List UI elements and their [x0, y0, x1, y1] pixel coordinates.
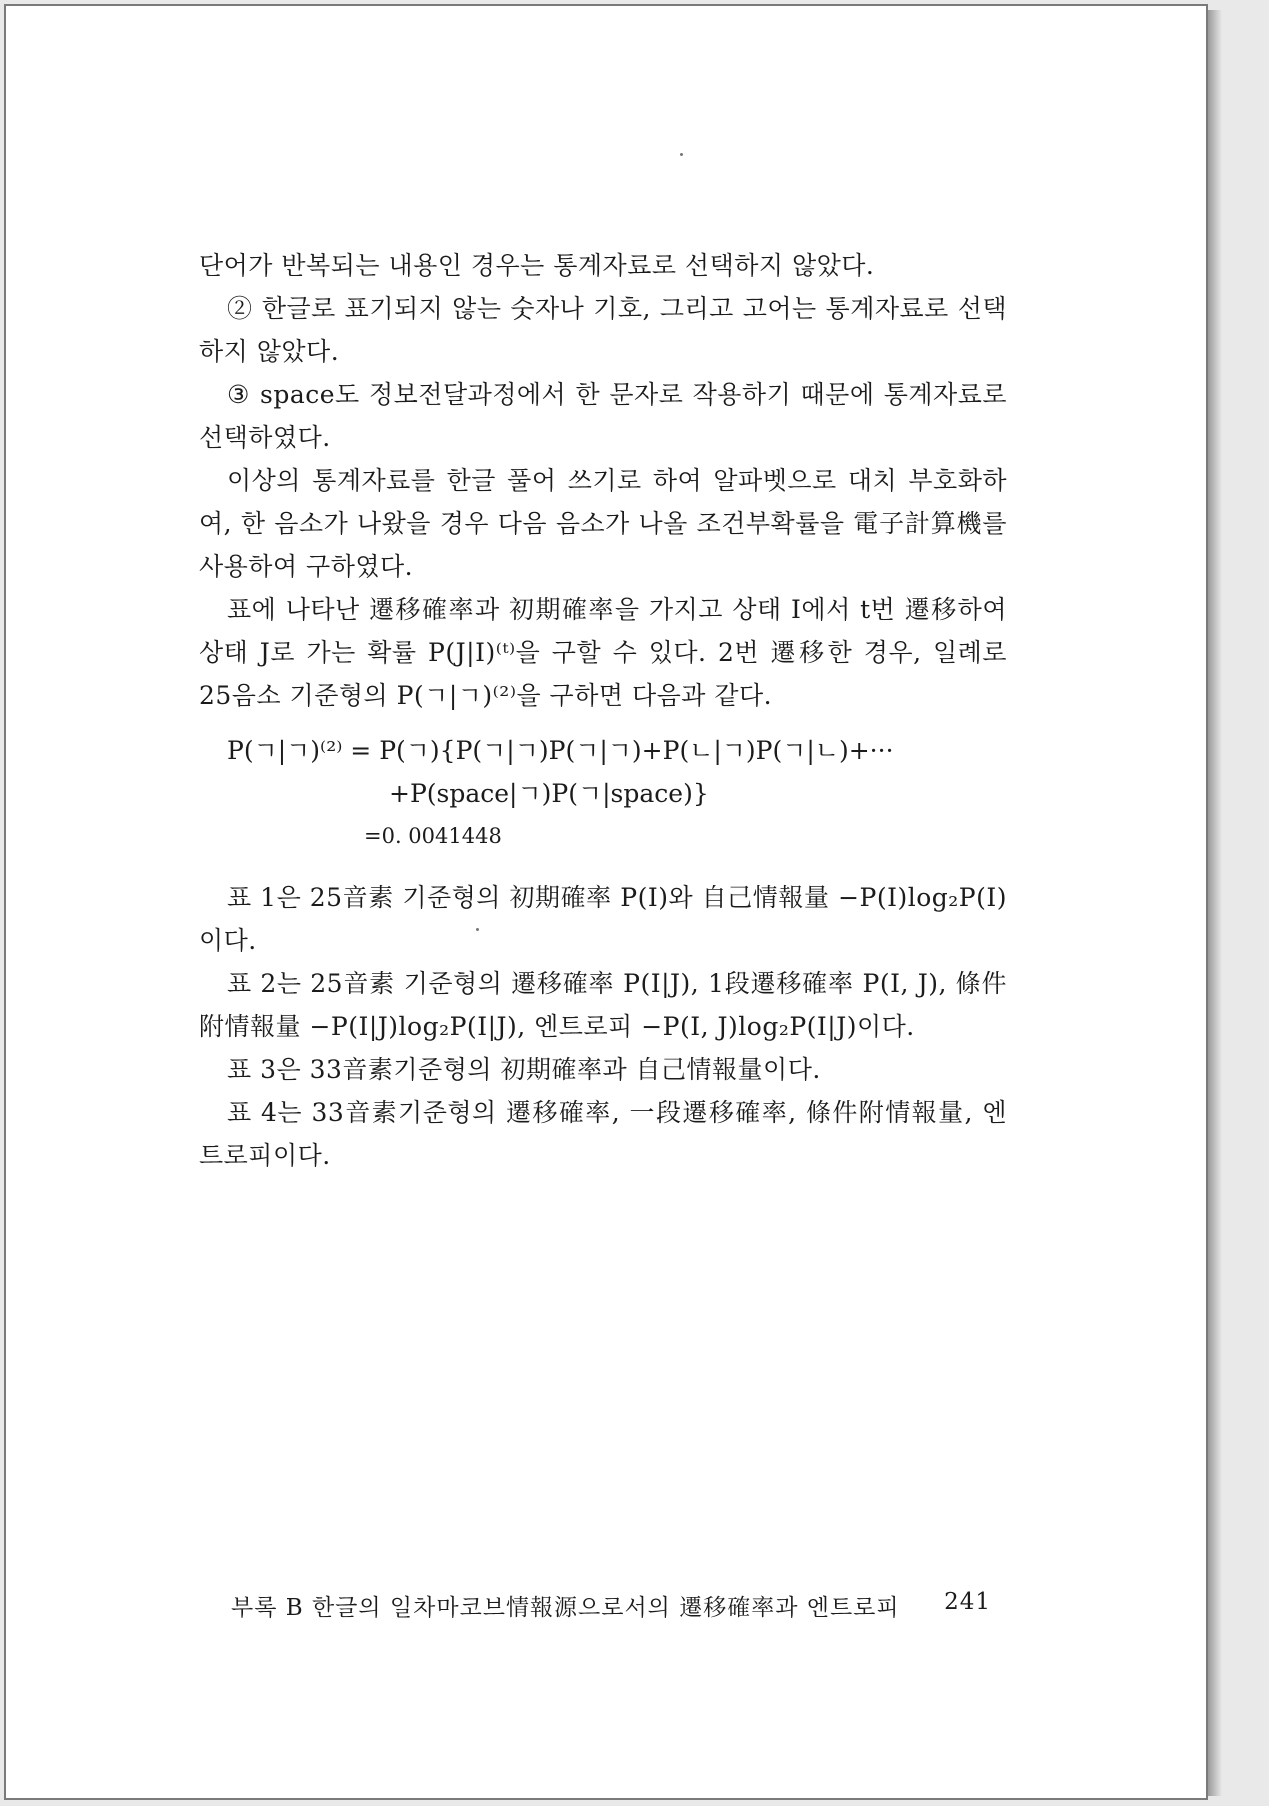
- paragraph-5: 표에 나타난 遷移確率과 初期確率을 가지고 상태 I에서 t번 遷移하여 상태 J로 가는 확률 P(J|I)⁽ᵗ⁾을 구할 수 있다. 2번 遷移한 경우, 일례로 25음소 기준형의 P(ㄱ|ㄱ)⁽²⁾을 구하면 다음과 같다.: [199, 595, 1007, 710]
- paragraph-1: 단어가 반복되는 내용인 경우는 통계자료로 선택하지 않았다.: [199, 251, 875, 280]
- scan-speck: [680, 153, 683, 156]
- paragraph-8: 표 3은 33音素기준형의 初期確率과 自己情報量이다.: [227, 1055, 821, 1084]
- scan-speck: [476, 928, 479, 931]
- formula-line-3: =0. 0041448: [364, 824, 502, 848]
- paragraph-2: ② 한글로 표기되지 않는 숫자나 기호, 그리고 고어는 통계자료로 선택하지 않았다.: [199, 294, 1007, 366]
- footer-title: 부록 B 한글의 일차마코브情報源으로서의 遷移確率과 엔트로피: [231, 1595, 900, 1621]
- page-body: [199, 244, 1007, 1177]
- page-edge-shadow: [1208, 10, 1222, 1796]
- book-page: [4, 4, 1208, 1800]
- paragraph-7: 표 2는 25音素 기준형의 遷移確率 P(I|J), 1段遷移確率 P(I, J), 條件附情報量 −P(I|J)log₂P(I|J), 엔트로피 −P(I, J)log₂P(I|J)이다.: [199, 969, 1007, 1041]
- paragraph-6: 표 1은 25音素 기준형의 初期確率 P(I)와 自己情報量 −P(I)log₂P(I)이다.: [199, 883, 1007, 955]
- running-footer: [231, 1589, 991, 1622]
- formula-block: [199, 729, 1007, 858]
- paragraph-3: ③ space도 정보전달과정에서 한 문자로 작용하기 때문에 통계자료로 선택하였다.: [199, 380, 1007, 452]
- formula-line-2: +P(space|ㄱ)P(ㄱ|space)}: [389, 779, 709, 808]
- formula-line-1: P(ㄱ|ㄱ)⁽²⁾ = P(ㄱ){P(ㄱ|ㄱ)P(ㄱ|ㄱ)+P(ㄴ|ㄱ)P(ㄱ|ㄴ)+···: [227, 736, 894, 765]
- page-number: 241: [944, 1589, 991, 1615]
- paragraph-4: 이상의 통계자료를 한글 풀어 쓰기로 하여 알파벳으로 대치 부호화하여, 한 음소가 나왔을 경우 다음 음소가 나올 조건부확률을 電子計算機를 사용하여 구하였다.: [199, 466, 1007, 581]
- paragraph-9: 표 4는 33音素기준형의 遷移確率, 一段遷移確率, 條件附情報量, 엔트로피이다.: [199, 1098, 1007, 1170]
